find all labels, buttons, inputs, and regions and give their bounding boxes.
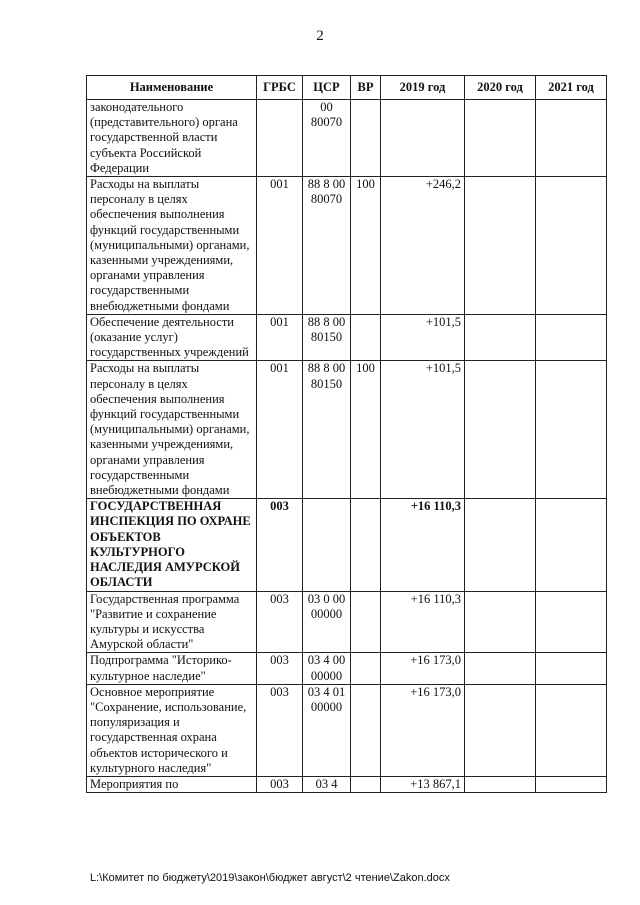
row-vr bbox=[351, 776, 381, 792]
row-csr: 03 4 bbox=[303, 776, 351, 792]
row-grbs: 003 bbox=[257, 499, 303, 591]
row-2021 bbox=[536, 100, 607, 177]
row-vr bbox=[351, 653, 381, 684]
footer-file-path: L:\Комитет по бюджету\2019\закон\бюджет август\2 чтение\Zakon.docx bbox=[90, 872, 450, 884]
row-2019 bbox=[381, 100, 465, 177]
row-2020 bbox=[465, 653, 536, 684]
row-2020 bbox=[465, 361, 536, 499]
row-name: Мероприятия по bbox=[87, 776, 257, 792]
page-number: 2 bbox=[316, 28, 324, 44]
row-2020 bbox=[465, 684, 536, 776]
row-2021 bbox=[536, 653, 607, 684]
row-name: ГОСУДАРСТВЕННАЯ ИНСПЕКЦИЯ ПО ОХРАНЕ ОБЪЕКТОВ КУЛЬТУРНОГО НАСЛЕДИЯ АМУРСКОЙ ОБЛАСТИ bbox=[87, 499, 257, 591]
col-header-grbs: ГРБС bbox=[257, 76, 303, 100]
row-2020 bbox=[465, 499, 536, 591]
budget-table bbox=[86, 75, 607, 793]
row-2019: +101,5 bbox=[381, 314, 465, 361]
row-name: Государственная программа "Развитие и сохранение культуры и искусства Амурской области" bbox=[87, 591, 257, 653]
row-grbs: 001 bbox=[257, 314, 303, 361]
row-csr: 03 0 00 00000 bbox=[303, 591, 351, 653]
row-csr: 03 4 00 00000 bbox=[303, 653, 351, 684]
row-2021 bbox=[536, 684, 607, 776]
row-2020 bbox=[465, 776, 536, 792]
table-row bbox=[87, 100, 607, 177]
row-name: Основное мероприятие "Сохранение, использование, популяризация и государственная охрана объектов исторического и культурного наследия" bbox=[87, 684, 257, 776]
row-csr: 88 8 00 80150 bbox=[303, 314, 351, 361]
row-vr: 100 bbox=[351, 361, 381, 499]
row-grbs: 003 bbox=[257, 684, 303, 776]
row-grbs: 001 bbox=[257, 177, 303, 315]
row-csr: 88 8 00 80150 bbox=[303, 361, 351, 499]
table-row bbox=[87, 653, 607, 684]
row-2019: +16 110,3 bbox=[381, 591, 465, 653]
row-csr bbox=[303, 499, 351, 591]
row-name: Расходы на выплаты персоналу в целях обеспечения выполнения функций государственными (муниципальными) органами, казенными учреждениями, органами управления государственными внебюджетными фондами bbox=[87, 177, 257, 315]
row-name: Обеспечение деятельности (оказание услуг) государственных учреждений bbox=[87, 314, 257, 361]
row-2021 bbox=[536, 499, 607, 591]
col-header-vr: ВР bbox=[351, 76, 381, 100]
row-2021 bbox=[536, 776, 607, 792]
col-header-2019: 2019 год bbox=[381, 76, 465, 100]
row-grbs: 003 bbox=[257, 591, 303, 653]
table-row bbox=[87, 361, 607, 499]
row-2020 bbox=[465, 177, 536, 315]
row-vr bbox=[351, 591, 381, 653]
table-row bbox=[87, 591, 607, 653]
row-grbs: 003 bbox=[257, 776, 303, 792]
row-2020 bbox=[465, 100, 536, 177]
row-2019: +13 867,1 bbox=[381, 776, 465, 792]
table-row bbox=[87, 684, 607, 776]
col-header-name: Наименование bbox=[87, 76, 257, 100]
row-2021 bbox=[536, 177, 607, 315]
table-row bbox=[87, 776, 607, 792]
row-vr bbox=[351, 499, 381, 591]
row-2021 bbox=[536, 361, 607, 499]
row-2019: +246,2 bbox=[381, 177, 465, 315]
row-csr: 00 80070 bbox=[303, 100, 351, 177]
row-vr bbox=[351, 684, 381, 776]
row-2019: +16 173,0 bbox=[381, 653, 465, 684]
row-grbs: 003 bbox=[257, 653, 303, 684]
table-row bbox=[87, 177, 607, 315]
row-grbs: 001 bbox=[257, 361, 303, 499]
col-header-2020: 2020 год bbox=[465, 76, 536, 100]
row-2019: +16 173,0 bbox=[381, 684, 465, 776]
row-vr bbox=[351, 314, 381, 361]
table-header-row bbox=[87, 76, 607, 100]
col-header-csr: ЦСР bbox=[303, 76, 351, 100]
row-2019: +101,5 bbox=[381, 361, 465, 499]
row-2021 bbox=[536, 591, 607, 653]
row-vr bbox=[351, 100, 381, 177]
row-grbs bbox=[257, 100, 303, 177]
row-csr: 03 4 01 00000 bbox=[303, 684, 351, 776]
row-2020 bbox=[465, 314, 536, 361]
row-2021 bbox=[536, 314, 607, 361]
row-2019: +16 110,3 bbox=[381, 499, 465, 591]
row-name: законодательного (представительного) органа государственной власти субъекта Российской Федерации bbox=[87, 100, 257, 177]
row-2020 bbox=[465, 591, 536, 653]
col-header-2021: 2021 год bbox=[536, 76, 607, 100]
row-name: Подпрограмма "Историко-культурное наследие" bbox=[87, 653, 257, 684]
table-row bbox=[87, 499, 607, 591]
row-name: Расходы на выплаты персоналу в целях обеспечения выполнения функций государственными (муниципальными) органами, казенными учреждениями, органами управления государственными внебюджетными фондами bbox=[87, 361, 257, 499]
row-vr: 100 bbox=[351, 177, 381, 315]
table-row bbox=[87, 314, 607, 361]
row-csr: 88 8 00 80070 bbox=[303, 177, 351, 315]
